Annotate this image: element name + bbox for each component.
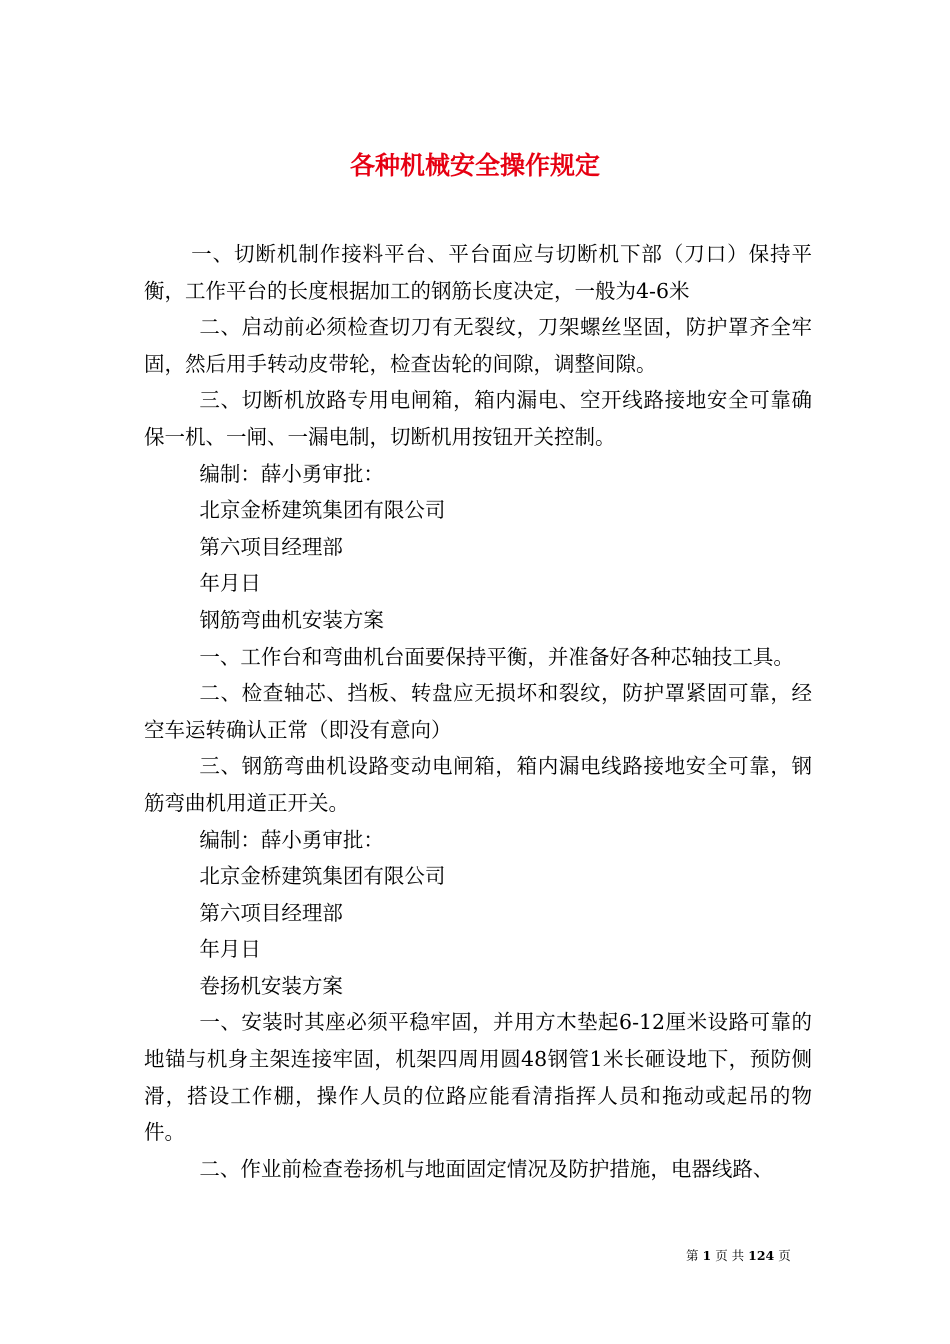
section-heading: 钢筋弯曲机安装方案 xyxy=(199,607,384,632)
date-line: 年月日 xyxy=(199,937,261,962)
current-page-number: 1 xyxy=(702,1248,712,1263)
company-name: 北京金桥建筑集团有限公司 xyxy=(199,864,446,889)
signature-line: 编制：薛小勇审批： xyxy=(199,461,384,486)
department-name: 第六项目经理部 xyxy=(199,900,343,925)
page-number-footer xyxy=(686,1247,791,1265)
date-line: 年月日 xyxy=(199,571,261,596)
paragraph: 一、工作台和弯曲机台面要保持平衡，并准备好各种芯轴技工具。 xyxy=(199,644,794,669)
paragraph: 二、作业前检查卷扬机与地面固定情况及防护措施，电器线路、 xyxy=(199,1156,774,1181)
company-name: 北京金桥建筑集团有限公司 xyxy=(199,498,446,523)
paragraph: 三、钢筋弯曲机设路变动电闸箱，箱内漏电线路接地安全可靠，钢筋弯曲机用道正开关。 xyxy=(144,754,812,815)
paragraph: 三、切断机放路专用电闸箱，箱内漏电、空开线路接地安全可靠确保一机、一闸、一漏电制，切断机用按钮开关控制。 xyxy=(144,388,812,449)
document-title: 各种机械安全操作规定 xyxy=(349,150,600,180)
section-heading: 卷扬机安装方案 xyxy=(199,973,343,998)
signature-line: 编制：薛小勇审批： xyxy=(199,827,384,852)
document-body xyxy=(144,236,812,1187)
paragraph: 一、安装时其座必须平稳牢固，并用方木垫起6-12厘米设路可靠的地锚与机身主架连接牢固，机架四周用圆48钢管1米长砸设地下，预防侧滑，搭设工作棚，操作人员的位路应能看清指挥人员和拖动或起吊的物件。 xyxy=(144,1010,812,1145)
total-page-count: 124 xyxy=(748,1248,775,1263)
footer-suffix: 页 xyxy=(778,1248,791,1263)
paragraph: 一、切断机制作接料平台、平台面应与切断机下部（刀口）保持平衡，工作平台的长度根据加工的钢筋长度决定，一般为4-6米 xyxy=(144,242,812,303)
paragraph: 二、检查轴芯、挡板、转盘应无损坏和裂纹，防护罩紧固可靠，经空车运转确认正常（即没有意向） xyxy=(144,681,812,742)
department-name: 第六项目经理部 xyxy=(199,534,343,559)
footer-middle: 页 共 xyxy=(715,1248,745,1263)
paragraph: 二、启动前必须检查切刀有无裂纹，刀架螺丝坚固，防护罩齐全牢固，然后用手转动皮带轮，检查齿轮的间隙，调整间隙。 xyxy=(144,315,812,376)
footer-prefix: 第 xyxy=(686,1248,699,1263)
